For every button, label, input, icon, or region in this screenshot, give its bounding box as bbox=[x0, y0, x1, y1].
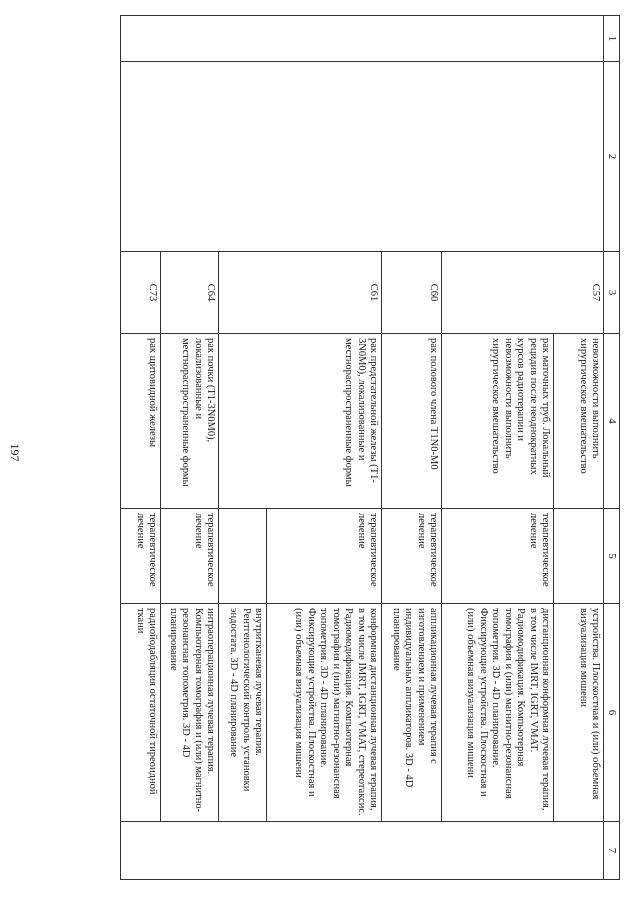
column-number: 5 bbox=[604, 509, 620, 604]
column-number: 1 bbox=[604, 16, 620, 62]
column-number: 4 bbox=[604, 334, 620, 509]
column-number: 3 bbox=[604, 252, 620, 334]
disease-cell: рак полового члена T1N0-M0 bbox=[382, 334, 442, 509]
disease-cell: рак почки (T1-3N0M0), локализованные и местнораспространенные формы bbox=[161, 334, 219, 509]
treatment-cell: терапевтическое лечение bbox=[161, 509, 219, 604]
column-number: 2 bbox=[604, 62, 620, 252]
code-cell: C57 bbox=[442, 252, 604, 334]
method-cell: устройства. Плоскостная и (или) объемная визуализация мишени bbox=[554, 604, 604, 822]
treatment-cell bbox=[219, 509, 267, 604]
method-cell: аппликационная лучевая терапия с изготовлением и применением индивидуальных аппликаторов. 3D - 4D планирование bbox=[382, 604, 442, 822]
disease-cell: рак предстательной железы (T1-3N0M0), локализованные и местнораспространенные формы bbox=[219, 334, 382, 509]
disease-cell: рак маточных труб. Локальный рецидив после неоднократных курсов радиотерапии и невозможности выполнить хирургическое вмешательство bbox=[442, 334, 554, 509]
column-number-row bbox=[604, 16, 620, 880]
code-cell: C60 bbox=[382, 252, 442, 334]
method-cell: конформная дистанционная лучевая терапия, в том числе IMRT, IGRT, VMAT, стереотаксис. Радиомодификация. Компьютерная томография и (или) магнитно-резонансная топометрия. 3D - 4D планирование. Фиксирующие устройства. Плоскостная и (или) объемная визуализация мишени bbox=[267, 604, 382, 822]
method-cell: радиойодабляция остаточной тиреоидной ткани bbox=[121, 604, 161, 822]
table-row bbox=[554, 16, 604, 880]
treatment-cell: терапевтическое лечение bbox=[121, 509, 161, 604]
treatment-cell: терапевтическое лечение bbox=[442, 509, 554, 604]
code-cell: C73 bbox=[121, 252, 161, 334]
page-number: 197 bbox=[8, 443, 22, 462]
disease-cell: невозможности выполнить хирургическое вмешательство bbox=[554, 334, 604, 509]
method-cell: интраоперационная лучевая терапия. Компьютерная томография и (или) магнитно-резонансная топометрия. 3D - 4D планирование bbox=[161, 604, 219, 822]
method-cell: внутритканевая лучевая терапия. Рентгенологический контроль установки эндостата. 3D - 4D планирование bbox=[219, 604, 267, 822]
disease-cell: рак щитовидной железы bbox=[121, 334, 161, 509]
column-number: 7 bbox=[604, 822, 620, 880]
column-number: 6 bbox=[604, 604, 620, 822]
code-cell: C61 bbox=[219, 252, 382, 334]
group-number-cell bbox=[121, 16, 604, 62]
norm-cell bbox=[121, 822, 604, 880]
group-name-cell bbox=[121, 62, 604, 252]
code-cell: C64 bbox=[161, 252, 219, 334]
treatment-cell: терапевтическое лечение bbox=[267, 509, 382, 604]
treatment-cell bbox=[554, 509, 604, 604]
method-cell: дистанционная конформная лучевая терапия, в том числе IMRT, IGRT, VMAT. Радиомодификация. Компьютерная томография и (или) магнитно-резонансная топометрия. 3D - 4D планирование. Фиксирующие устройства. Плоскостная и (или) объемная визуализация мишени bbox=[442, 604, 554, 822]
treatment-table bbox=[121, 15, 621, 880]
treatment-cell: терапевтическое лечение bbox=[382, 509, 442, 604]
